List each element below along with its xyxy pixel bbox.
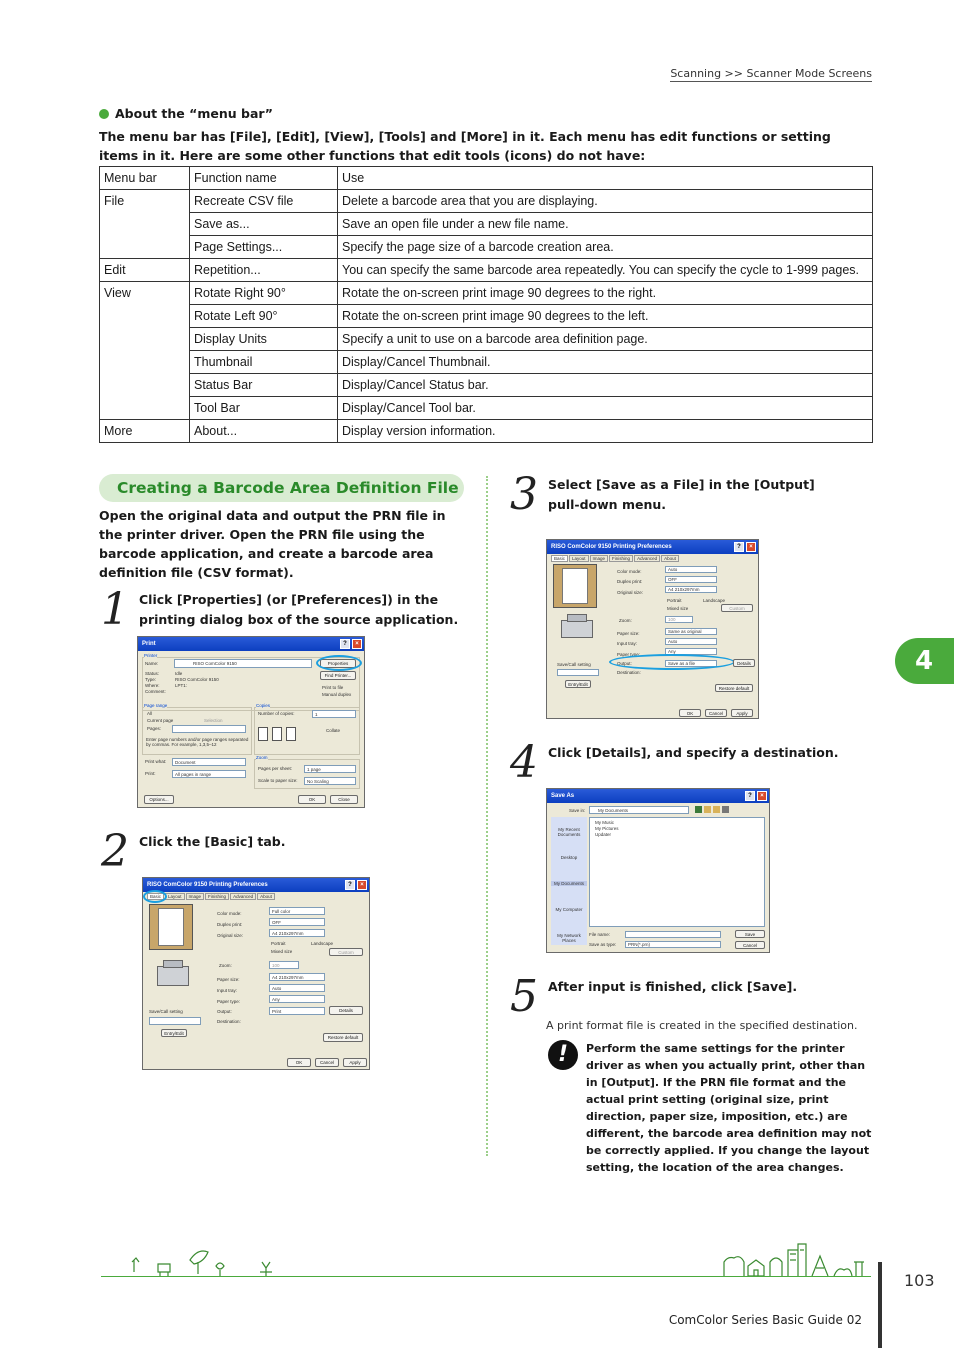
output-select [269,1007,325,1015]
destination-label: Destination: [617,670,641,675]
save-as-type-value: PRN(*.prn) [628,942,651,947]
function-name-cell: Rotate Left 90° [190,305,338,328]
guide-title: ComColor Series Basic Guide 02 [668,1313,862,1327]
page-preview-icon [149,904,193,950]
function-name-cell: Save as... [190,213,338,236]
step-number: 5 [510,971,538,1022]
print-label: Print: [145,771,156,776]
save-button: Save [735,930,765,938]
properties-button: Properties [320,659,356,668]
place-desktop: Desktop [560,855,578,860]
paper-type-value: Any [272,997,280,1002]
close-icon: × [352,639,362,649]
function-name-cell: Thumbnail [190,351,338,374]
up-folder-icon [704,806,711,813]
input-tray-select [665,638,717,645]
tab-basic: Basic [551,555,568,562]
save-call-select [149,1017,201,1025]
landscape-radio: Landscape [311,941,334,946]
menu-cell: More [100,420,190,443]
destination-label: Destination: [217,1019,241,1024]
copies-label: Copies [256,703,271,708]
step-5 [510,971,848,1022]
save-as-type-select [625,941,721,948]
close-icon: × [746,542,756,552]
mixed-size-checkbox: Mixed size [667,606,689,611]
step-3 [510,469,848,520]
use-cell: Rotate the on-screen print image 90 degrees to the right. [338,282,873,305]
restore-default-button: Restore default [323,1033,363,1042]
input-tray-value: Auto [272,986,282,991]
collate-pages-icon [258,725,302,743]
menu-cell: File [100,190,190,259]
step-number: 3 [510,469,538,520]
input-tray-select [269,984,325,992]
custom-button: Custom [329,948,363,956]
footer-left-illustration [120,1240,280,1280]
output-label: Output: [217,1009,232,1014]
tab-layout: Layout [165,893,185,900]
save-in-select [589,806,689,814]
print-to-file: Print to file [322,685,344,690]
file-item: Updater [595,832,612,837]
number-of-copies-label: Number of copies: [258,711,295,716]
all-radio: All [147,711,153,716]
step-1 [101,584,459,635]
place-network: My Network Places [557,933,581,943]
dialog-titlebar [547,540,758,554]
pages-radio: Pages: [147,726,162,731]
portrait-radio: Portrait [667,598,682,603]
use-cell: Display/Cancel Thumbnail. [338,351,873,374]
views-icon [722,806,729,813]
zoom-checkbox: Zoom: [219,963,232,968]
table-row [100,236,873,259]
color-mode-label: Color mode: [617,569,642,574]
paper-size-label: Paper size: [617,631,640,636]
duplex-print-value: OFF [272,920,281,925]
preferences-output-screenshot [546,539,759,719]
use-cell: Display/Cancel Tool bar. [338,397,873,420]
tab-layout: Layout [569,555,589,562]
breadcrumb: Scanning >> Scanner Mode Screens [670,67,872,80]
page-preview-icon [553,564,597,608]
about-heading-text: About the “menu bar” [115,106,274,121]
footer-right-illustration [718,1238,868,1280]
chapter-tab: 4 [895,638,954,684]
caution-text: Perform the same settings for the printer driver as when you actually print, other than in [Output]. If the PRN file format and the actual print setting (original size, print direction, paper size, imposition, etc.) are different, the barcode area definition may not be correctly applied. If you change the layout setting, the location of the area changes. [586,1042,872,1174]
output-value: Print [272,1009,282,1014]
preferences-labels [217,908,243,942]
selection-radio: Selection [204,718,223,723]
paper-size-select [269,973,325,981]
type-label: Type: [145,677,157,682]
table-header-cell: Use [338,167,873,190]
zoom-checkbox: Zoom: [619,618,632,623]
original-size-value: A4 210x297mm [668,587,700,592]
back-icon [695,806,702,813]
dialog-titlebar [143,878,369,892]
where-label: Where: [145,683,160,688]
output-label: Output: [617,661,632,666]
dialog-titlebar [547,789,769,803]
menu-cell: Edit [100,259,190,282]
close-icon: × [357,880,367,890]
table-header-cell: Function name [190,167,338,190]
function-name-cell: Rotate Right 90° [190,282,338,305]
function-name-cell: Page Settings... [190,236,338,259]
basic-tab-highlight [143,890,167,903]
duplex-print-select [665,576,717,583]
paper-type-label: Paper type: [617,651,641,657]
ok-button: OK [679,709,701,717]
apply-button: Apply [343,1058,367,1067]
duplex-print-select [269,918,325,926]
help-icon: ? [745,791,755,801]
printer-machine-icon [151,958,195,994]
printer-name-select [174,659,312,668]
duplex-print-label: Duplex print: [617,579,643,585]
cancel-button: Cancel [705,709,727,717]
file-item: My Music [595,820,614,825]
type-value: RISO ComColor 9150 [175,677,219,682]
dialog-title: Save As [551,793,575,799]
dialog-title: RISO ComColor 9150 Printing Preferences [147,882,268,888]
original-size-label: Original size: [217,933,244,939]
table-row [100,374,873,397]
footer-rule [101,1276,871,1277]
output-value: Save as a file [668,661,696,666]
print-select [172,770,246,778]
preferences-basic-screenshot [142,877,370,1070]
output-highlight [609,654,735,670]
step-text: Click [Properties] (or [Preferences]) in the printing dialog box of the source application. [139,592,459,627]
scale-select [304,777,356,785]
color-mode-label: Color mode: [217,911,242,916]
original-size-select [269,929,325,937]
paper-type-select [269,995,325,1003]
place-my-documents: My Documents [551,881,587,886]
save-in-value: My Documents [598,808,629,813]
original-size-value: A4 210x297mm [272,931,304,936]
print-value: All pages in range [175,772,212,777]
paper-size-value: A4 210x297mm [272,975,304,980]
step-number: 2 [101,826,129,877]
portrait-radio: Portrait [271,941,286,946]
custom-button: Custom [721,604,753,612]
about-description: The menu bar has [File], [Edit], [View], [Tools] and [More] in it. Each menu has edit functions or setting items in it. Here are some other functions that edit tools (icons) do not have: [99,129,831,163]
toolbar-icons [695,806,729,813]
save-call-label: Save/Call setting [149,1009,183,1014]
scale-value: No Scaling [307,779,329,784]
use-cell: Display/Cancel Status bar. [338,374,873,397]
about-heading [99,106,859,121]
use-cell: You can specify the same barcode area repeatedly. You can specify the cycle to 1-999 pages. [338,259,873,282]
duplex-print-label: Duplex print: [217,922,243,928]
comment-label: Comment: [145,689,166,694]
close-button: Close [330,795,358,804]
pages-per-sheet-label: Pages per sheet: [258,766,293,771]
pages-per-sheet-value: 1 page [307,767,321,772]
range-hint: Enter page numbers and/or page ranges separated by commas. For example, 1,3,5–12 [146,737,249,747]
status-value: Idle [175,671,183,676]
function-name-cell: Recreate CSV file [190,190,338,213]
details-button: Details [733,659,755,667]
find-printer-button: Find Printer... [320,671,356,680]
dialog-titlebar [138,637,364,651]
use-cell: Rotate the on-screen print image 90 degrees to the left. [338,305,873,328]
duplex-print-value: OFF [668,577,677,582]
print-dialog-screenshot [137,636,365,808]
preferences-labels [617,567,643,598]
zoom-value: 100 [272,963,280,968]
table-row [100,351,873,374]
table-row [100,420,873,443]
tab-image: Image [590,555,609,562]
printer-group-label: Printer [144,653,158,658]
tab-image: Image [186,893,205,900]
original-size-select [665,586,717,593]
dialog-title: RISO ComColor 9150 Printing Preferences [551,544,672,550]
printer-name-value: RISO ComColor 9150 [193,661,237,666]
where-value: LPT1: [175,683,188,688]
entry-edit-button: Entry/Edit [161,1029,187,1037]
use-cell: Save an open file under a new file name. [338,213,873,236]
caution-note [548,1040,874,1176]
print-what-select [172,758,246,766]
use-cell: Specify the page size of a barcode creation area. [338,236,873,259]
function-name-cell: About... [190,420,338,443]
paper-size-label: Paper size: [217,977,240,982]
step-text: Click [Details], and specify a destination. [548,745,839,760]
ok-button: OK [298,795,326,804]
step-4 [510,737,848,788]
table-header-cell: Menu bar [100,167,190,190]
table-row [100,282,873,305]
tab-advanced: Advanced [230,893,256,900]
pages-per-sheet-select [304,765,356,773]
table-row [100,305,873,328]
details-button: Details [329,1006,363,1015]
menu-bar-table [99,166,873,443]
save-call-label: Save/Call setting [557,662,591,667]
help-icon: ? [734,542,744,552]
function-name-cell: Repetition... [190,259,338,282]
status-label: Status: [145,671,160,676]
paper-type-value: Any [668,649,676,654]
step-text: Select [Save as a File] in the [Output] pull-down menu. [548,477,815,512]
page-number: 103 [904,1271,935,1290]
save-call-select [557,669,599,676]
footer-bar [878,1262,882,1348]
table-row [100,259,873,282]
place-my-computer: My Computer [555,907,583,912]
section-title: Creating a Barcode Area Definition File [99,474,464,502]
cancel-button: Cancel [315,1058,339,1067]
paper-type-label: Paper type: [217,999,241,1005]
file-name-input [625,931,721,938]
color-mode-select: Auto [665,566,717,573]
current-page-radio: Current page [147,718,174,723]
properties-highlight [316,655,362,671]
entry-edit-button: Entry/Edit [565,680,591,688]
use-cell: Specify a unit to use on a barcode area definition page. [338,328,873,351]
help-icon: ? [340,639,350,649]
landscape-radio: Landscape [703,598,726,603]
column-divider [486,476,488,1156]
mixed-size-checkbox: Mixed size [271,949,293,954]
paper-size-select: Same as original [665,628,717,635]
table-header-row [100,167,873,190]
printer-machine-icon [555,612,599,646]
about-menu-bar [99,106,859,165]
table-row [100,397,873,420]
restore-default-button: Restore default [715,684,753,692]
use-cell: Display version information. [338,420,873,443]
color-mode-value: Full color [272,909,291,914]
use-cell: Delete a barcode area that you are displaying. [338,190,873,213]
step-text: Click the [Basic] tab. [139,834,286,849]
zoom-label: Zoom [256,755,268,760]
copies-value: 1 [315,712,318,717]
input-tray-label: Input tray: [617,641,638,647]
file-item: My Pictures [595,826,619,831]
color-mode-select [269,907,325,915]
input-tray-value: Auto [668,639,678,644]
copies-input [312,710,356,718]
name-label: Name: [145,661,159,666]
ok-button: OK [287,1058,311,1067]
table-row [100,328,873,351]
places-bar [551,817,587,945]
function-name-cell: Tool Bar [190,397,338,420]
save-in-label: Save in: [569,808,586,813]
manual-duplex: Manual duplex [322,692,352,697]
input-tray-label: Input tray: [217,988,238,994]
tab-finishing: Finishing [205,893,229,900]
zoom-input [269,961,299,969]
preferences-tabs [551,555,679,562]
tab-about: About [661,555,679,562]
help-icon: ? [345,880,355,890]
new-folder-icon [713,806,720,813]
cancel-button: Cancel [735,941,765,949]
close-icon: × [757,791,767,801]
options-button: Options... [144,795,174,804]
zoom-input [665,616,693,623]
function-name-cell: Display Units [190,328,338,351]
step-number: 4 [510,737,538,788]
save-as-screenshot [546,788,770,953]
dialog-title: Print [142,641,156,647]
section-intro: Open the original data and output the PRN file in the printer driver. Open the PRN file using the barcode application, and create a barcode area definition file (CSV format). [99,508,446,580]
print-what-value: Document [175,760,196,765]
page-range-label: Page range [144,703,168,708]
menu-cell: View [100,282,190,420]
apply-button: Apply [731,709,753,717]
scale-label: Scale to paper size: [258,778,298,783]
tab-finishing: Finishing [609,555,633,562]
print-what-label: Print what: [145,759,167,764]
function-name-cell: Status Bar [190,374,338,397]
tab-advanced: Advanced [634,555,660,562]
zoom-value: 100 [668,617,676,622]
original-size-label: Original size: [617,589,644,595]
tab-about: About [257,893,275,900]
step-text: After input is finished, click [Save]. [548,979,798,994]
file-name-label: File name: [589,932,611,937]
result-text: A print format file is created in the specified destination. [546,1019,858,1032]
step-2 [101,826,459,877]
pages-input [172,725,246,733]
caution-icon: ! [548,1040,578,1070]
step-number: 1 [101,584,129,635]
table-row [100,190,873,213]
save-as-type-label: Save as type: [589,942,617,947]
file-list [589,817,765,927]
bullet-dot-icon [99,109,109,119]
collate-checkbox: Collate [326,728,341,733]
tab-basic: Basic [147,893,164,900]
table-row [100,213,873,236]
paper-labels [217,974,240,1008]
place-recent: My Recent Documents [557,827,581,837]
